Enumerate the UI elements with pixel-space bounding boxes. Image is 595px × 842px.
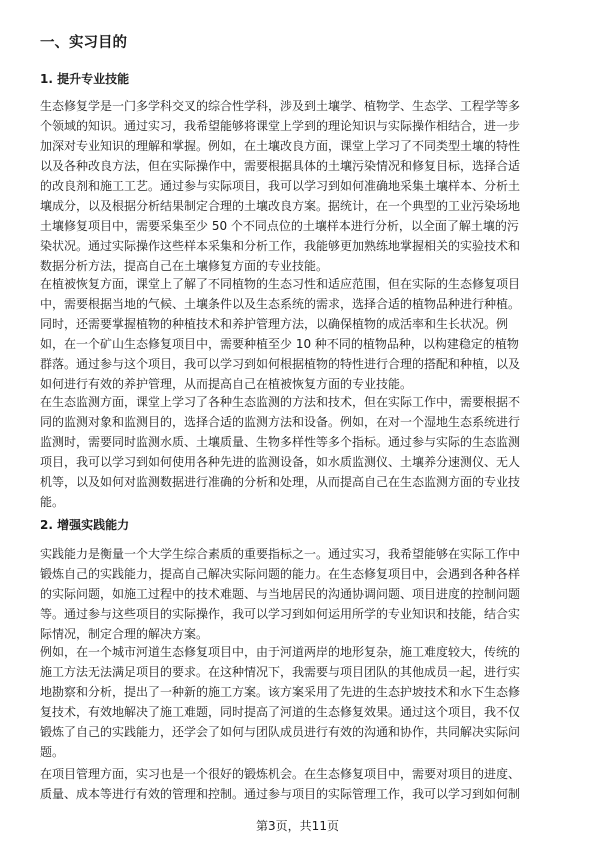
- paragraph-vegetation: [40, 274, 560, 394]
- text-line: 地勘察和分析，提出了一种新的施工方案。该方案采用了先进的生态护坡技术和水下生态修: [40, 685, 521, 699]
- page-number: 第3页，共11页: [256, 819, 339, 833]
- text-line: 同时，还需要掌握植物的种植技术和养护管理方法，以确保植物的成活率和生长状况。例: [40, 317, 509, 331]
- text-line: 在项目管理方面，实习也是一个很好的锻炼机会。在生态修复项目中，需要对项目的进度、: [40, 767, 521, 781]
- paragraph-river-example: [40, 642, 560, 762]
- text-line: 染状况。通过实际操作这些样本采集和分析工作，我能够更加熟练地掌握相关的实验技术和: [40, 239, 521, 253]
- text-line: 如，在一个矿山生态修复项目中，需要种植至少 10 种不同的植物品种，以构建稳定的植物: [40, 337, 519, 351]
- text-line: 如何进行有效的养护管理，从而提高自己在植被恢复方面的专业技能。: [40, 377, 413, 391]
- text-line: 题。: [40, 745, 65, 759]
- text-line: 施工方法无法满足项目的要求。在这种情况下，我需要与项目团队的其他成员一起，进行实: [40, 665, 521, 679]
- text-line: 机等，以及如何对监测数据进行准确的分析和处理，从而提高自己在生态监测方面的专业技: [40, 475, 521, 489]
- text-line: 复技术，有效地解决了施工难题，同时提高了河道的生态修复效果。通过这个项目，我不仅: [40, 705, 521, 719]
- text-line: 等。通过参与这些项目的实际操作，我可以学习到如何运用所学的专业知识和技能，结合实: [40, 607, 521, 621]
- paragraph-project-management: [40, 764, 560, 804]
- text-line: 在生态监测方面，课堂上学习了各种生态监测的方法和技术，但在实际工作中，需要根据不: [40, 395, 521, 409]
- paragraph-practice: [40, 544, 560, 644]
- text-line: 个领域的知识。通过实习，我希望能够将课堂上学到的理论知识与实际操作相结合，进一步: [40, 119, 521, 133]
- text-line: 监测时，需要同时监测水质、土壤质量、生物多样性等多个指标。通过参与实际的生态监测: [40, 435, 521, 449]
- text-line: 生态修复学是一门多学科交叉的综合性学科，涉及到土壤学、植物学、生态学、工程学等多: [40, 99, 521, 113]
- text-line: 实践能力是衡量一个大学生综合素质的重要指标之一。通过实习，我希望能够在实际工作中: [40, 547, 521, 561]
- text-line: 中，需要根据当地的气候、土壤条件以及生态系统的需求，选择合适的植物品种进行种植。: [40, 297, 521, 311]
- text-line: 加深对专业知识的理解和掌握。例如，在土壤改良方面，课堂上学习了不同类型土壤的特性: [40, 139, 521, 153]
- text-line: 土壤修复项目中，需要采集至少 50 个不同点位的土壤样本进行分析，以全面了解土壤的污: [40, 219, 519, 233]
- paragraph-monitoring: [40, 392, 560, 512]
- subsection-title-practice: 2. 增强实践能力: [40, 518, 130, 532]
- paragraph-soil: [40, 96, 560, 276]
- text-line: 际情况，制定合理的解决方案。: [40, 627, 209, 641]
- text-line: 能。: [40, 495, 65, 509]
- text-line: 锻炼了自己的实践能力，还学会了如何与团队成员进行有效的沟通和协作，共同解决实际问: [40, 725, 521, 739]
- text-line: 同的监测对象和监测目的，选择合适的监测方法和设备。例如，在对一个湿地生态系统进行: [40, 415, 521, 429]
- section-title: 一、实习目的: [40, 35, 127, 51]
- text-line: 项目，我可以学习到如何使用各种先进的监测设备，如水质监测仪、土壤养分速测仪、无人: [40, 455, 521, 469]
- text-line: 质量、成本等进行有效的管理和控制。通过参与项目的实际管理工作，我可以学习到如何制: [40, 787, 521, 801]
- text-line: 壤成分，以及根据分析结果制定合理的土壤改良方案。据统计，在一个典型的工业污染场地: [40, 199, 521, 213]
- text-line: 锻炼自己的实践能力，提高自己解决实际问题的能力。在生态修复项目中，会遇到各种各样: [40, 567, 521, 581]
- text-line: 数据分析方法，提高自己在土壤修复方面的专业技能。: [40, 259, 329, 273]
- text-line: 的改良剂和施工工艺。通过参与实际项目，我可以学习到如何准确地采集土壤样本、分析土: [40, 179, 521, 193]
- text-line: 群落。通过参与这个项目，我可以学习到如何根据植物的特性进行合理的搭配和种植，以及: [40, 357, 521, 371]
- text-line: 在植被恢复方面，课堂上了解了不同植物的生态习性和适应范围，但在实际的生态修复项目: [40, 277, 521, 291]
- text-line: 的实际问题，如施工过程中的技术难题、与当地居民的沟通协调问题、项目进度的控制问题: [40, 587, 521, 601]
- text-line: 例如，在一个城市河道生态修复项目中，由于河道两岸的地形复杂，施工难度较大，传统的: [40, 645, 521, 659]
- subsection-title-skills: 1. 提升专业技能: [40, 72, 130, 86]
- text-line: 以及各种改良方法，但在实际操作中，需要根据具体的土壤污染情况和修复目标，选择合适: [40, 159, 521, 173]
